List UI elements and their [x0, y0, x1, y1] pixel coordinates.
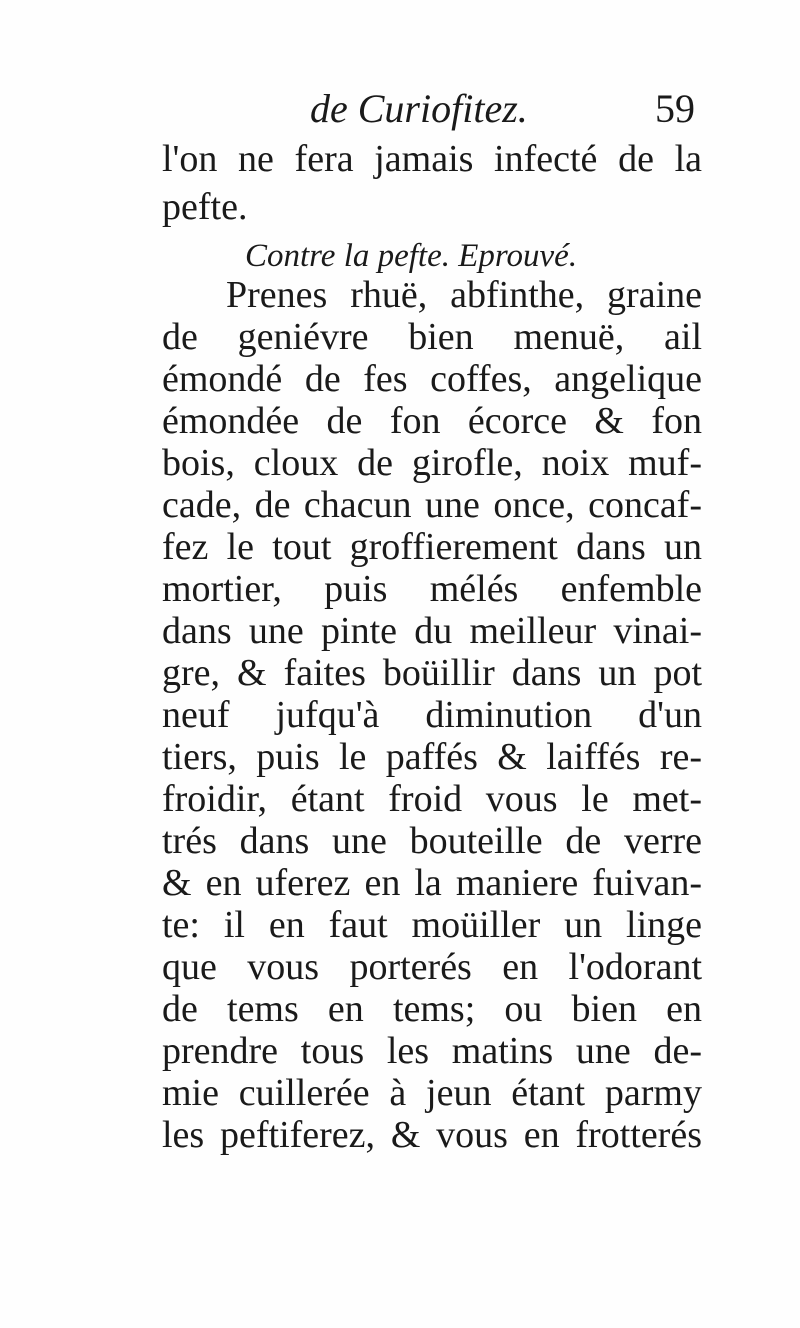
text-line: bois, cloux de girofle, noix muf- — [162, 442, 702, 484]
running-title: de Curiofitez. — [310, 86, 528, 131]
text-line: tiers, puis le paffés & laiffés re- — [162, 736, 702, 778]
running-head — [160, 84, 695, 134]
text-line: que vous porterés en l'odorant — [162, 946, 702, 988]
text-line: te: il en faut moüiller un linge — [162, 904, 702, 946]
text-line: neuf jufqu'à diminution d'un — [162, 694, 702, 736]
text-line: de geniévre bien menuë, ail — [162, 316, 702, 358]
text-line: cade, de chacun une once, concaf- — [162, 484, 702, 526]
text-line: fez le tout groffierement dans un — [162, 526, 702, 568]
text-line: Prenes rhuë, abfinthe, graine — [226, 274, 702, 316]
section-heading: Contre la pefte. Eprouvé. — [245, 238, 578, 274]
text-line: dans une pinte du meilleur vinai- — [162, 610, 702, 652]
text-line: les peftiferez, & vous en frotterés — [162, 1114, 702, 1156]
text-line: froidir, étant froid vous le met- — [162, 778, 702, 820]
text-line: mortier, puis mélés enfemble — [162, 568, 702, 610]
text-line: émondée de fon écorce & fon — [162, 400, 702, 442]
text-line: de tems en tems; ou bien en — [162, 988, 702, 1030]
text-line: mie cuillerée à jeun étant parmy — [162, 1072, 702, 1114]
text-line: trés dans une bouteille de verre — [162, 820, 702, 862]
text-line: l'on ne fera jamais infecté de la — [162, 138, 702, 180]
text-line: prendre tous les matins une de- — [162, 1030, 702, 1072]
text-line: & en uferez en la maniere fuivan- — [162, 862, 702, 904]
text-line: émondé de fes coffes, angelique — [162, 358, 702, 400]
text-line: gre, & faites boüillir dans un pot — [162, 652, 702, 694]
page-number: 59 — [655, 86, 695, 131]
text-line: pefte. — [162, 186, 248, 228]
